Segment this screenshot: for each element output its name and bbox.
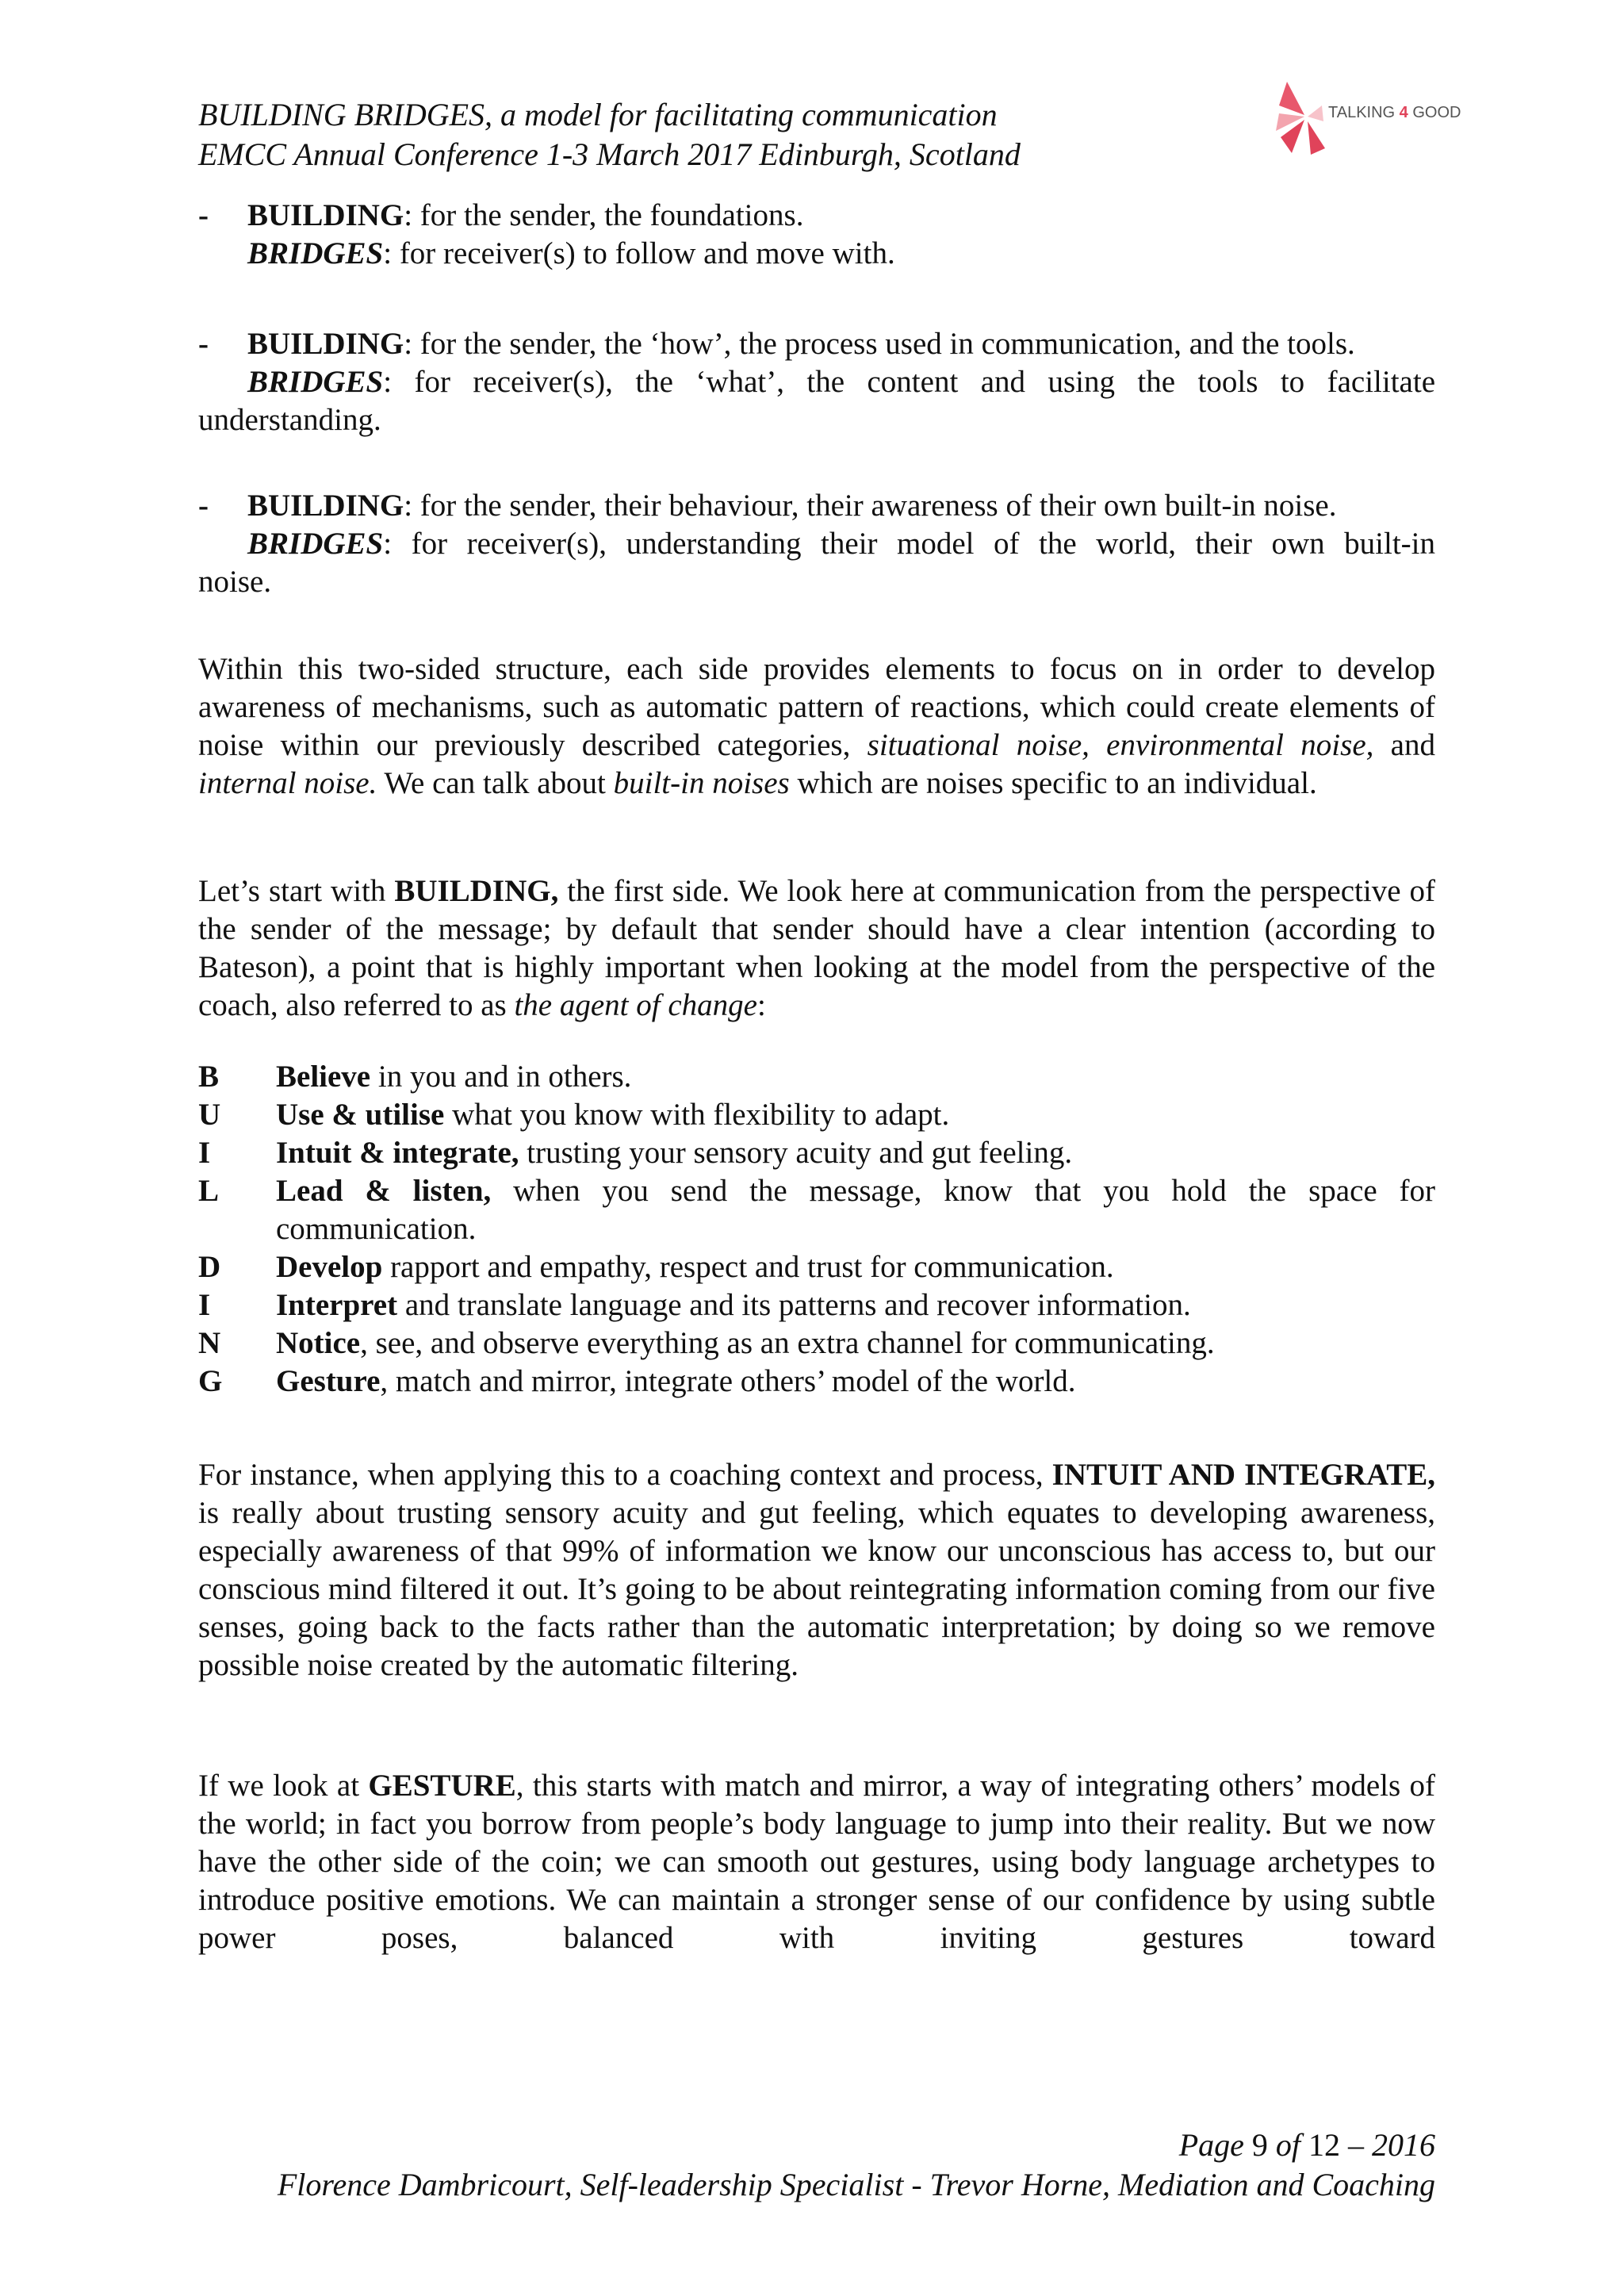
paragraph-structure: Within this two-sided structure, each side provides elements to focus on in order to develop awareness of mechanisms, such as automatic pattern of reactions, which could create elements of noise within our previously described categories, situational noise, environmental noise, and internal noise. We can talk about built-in noises which are noises specific to an individual. [198,652,1435,800]
acronym-row: I Interpret and translate language and its patterns and recover information. [198,1288,1191,1322]
bullet-item: - BUILDING: for the sender, the ‘how’, the process used in communication, and the tools. BRIDGES: for receiver(s), the ‘what’, the content and using the tools to facilitate [198,327,1435,399]
building-acronym-list [198,1058,1435,1401]
page-number: Page 9 of 12 – 2016 [1178,2127,1435,2163]
page-header [198,95,1021,174]
paragraph-intuit: For instance, when applying this to a coaching context and process, INTUIT AND INTEGRATE, is really about trusting sensory acuity and gut feeling, which equates to developing awareness, especially awareness of that 99% of information we know our unconscious has access to, but our conscious mind filtered it out. It’s going to be about reintegrating information coming from our five senses, going back to the facts rather than the automatic interpretation; by doing so we remove possible noise created by the automatic filtering. [198,1458,1436,1682]
header-title: BUILDING BRIDGES, a model for facilitating communication [198,97,998,132]
bullet-3: - BUILDING: for the sender, their behaviour, their awareness of their own built-in noise. BRIDGES: for receiver(s), understanding their model of the world, their own built-in noise. [198,489,1435,599]
acronym-row: L Lead & listen, when you send the message, know that you hold the space for communication. [198,1174,1435,1246]
bullet-2: - BUILDING: for the sender, the ‘how’, the process used in communication, and the tools. BRIDGES: for receiver(s), the ‘what’, the content and using the tools to facilitate understanding. [198,327,1435,437]
acronym-row: I Intuit & integrate, trusting your sensory acuity and gut feeling. [198,1136,1073,1170]
logo-text: TALKING 4 GOOD [1328,104,1461,121]
talking-4-good-logo [1273,75,1463,167]
bullet-item: - BUILDING: for the sender, the foundations. BRIDGES: for receiver(s) to follow and move with. [198,198,895,270]
paragraph-gesture: If we look at GESTURE, this starts with match and mirror, a way of integrating others’ models of the world; in fact you borrow from people’s body language to jump into their reality. But we now have the other side of the coin; we can smooth out gestures, using body language archetypes to introduce positive emotions. We can maintain a stronger sense of our confidence by using subtle power poses, balanced with inviting gestures toward [198,1769,1435,1955]
page-footer [278,2125,1435,2205]
paragraph-building: Let’s start with BUILDING, the first side. We look here at communication from the perspective of the sender of the message; by default that sender should have a clear intention (according to Bateson), a point that is highly important when looking at the model from the perspective of the coach, also referred to as the agent of change: [198,874,1435,1022]
bullet-1 [198,197,1435,273]
acronym-row: D Develop rapport and empathy, respect and trust for communication. [198,1250,1114,1284]
acronym-row: G Gesture, match and mirror, integrate others’ model of the world. [198,1364,1076,1398]
logo-petals-icon [1273,75,1328,167]
header-conference: EMCC Annual Conference 1-3 March 2017 Edinburgh, Scotland [198,136,1021,172]
acronym-row: N Notice, see, and observe everything as an extra channel for communicating. [198,1326,1215,1360]
acronym-row: U Use & utilise what you know with flexibility to adapt. [198,1098,950,1132]
footer-authors: Florence Dambricourt, Self-leadership Specialist - Trevor Horne, Mediation and Coaching [277,2167,1435,2202]
bullet-item: - BUILDING: for the sender, their behaviour, their awareness of their own built-in noise. BRIDGES: for receiver(s), understanding their model of the world, their own built-in [198,489,1435,561]
acronym-row: B Believe in you and in others. [198,1060,632,1094]
